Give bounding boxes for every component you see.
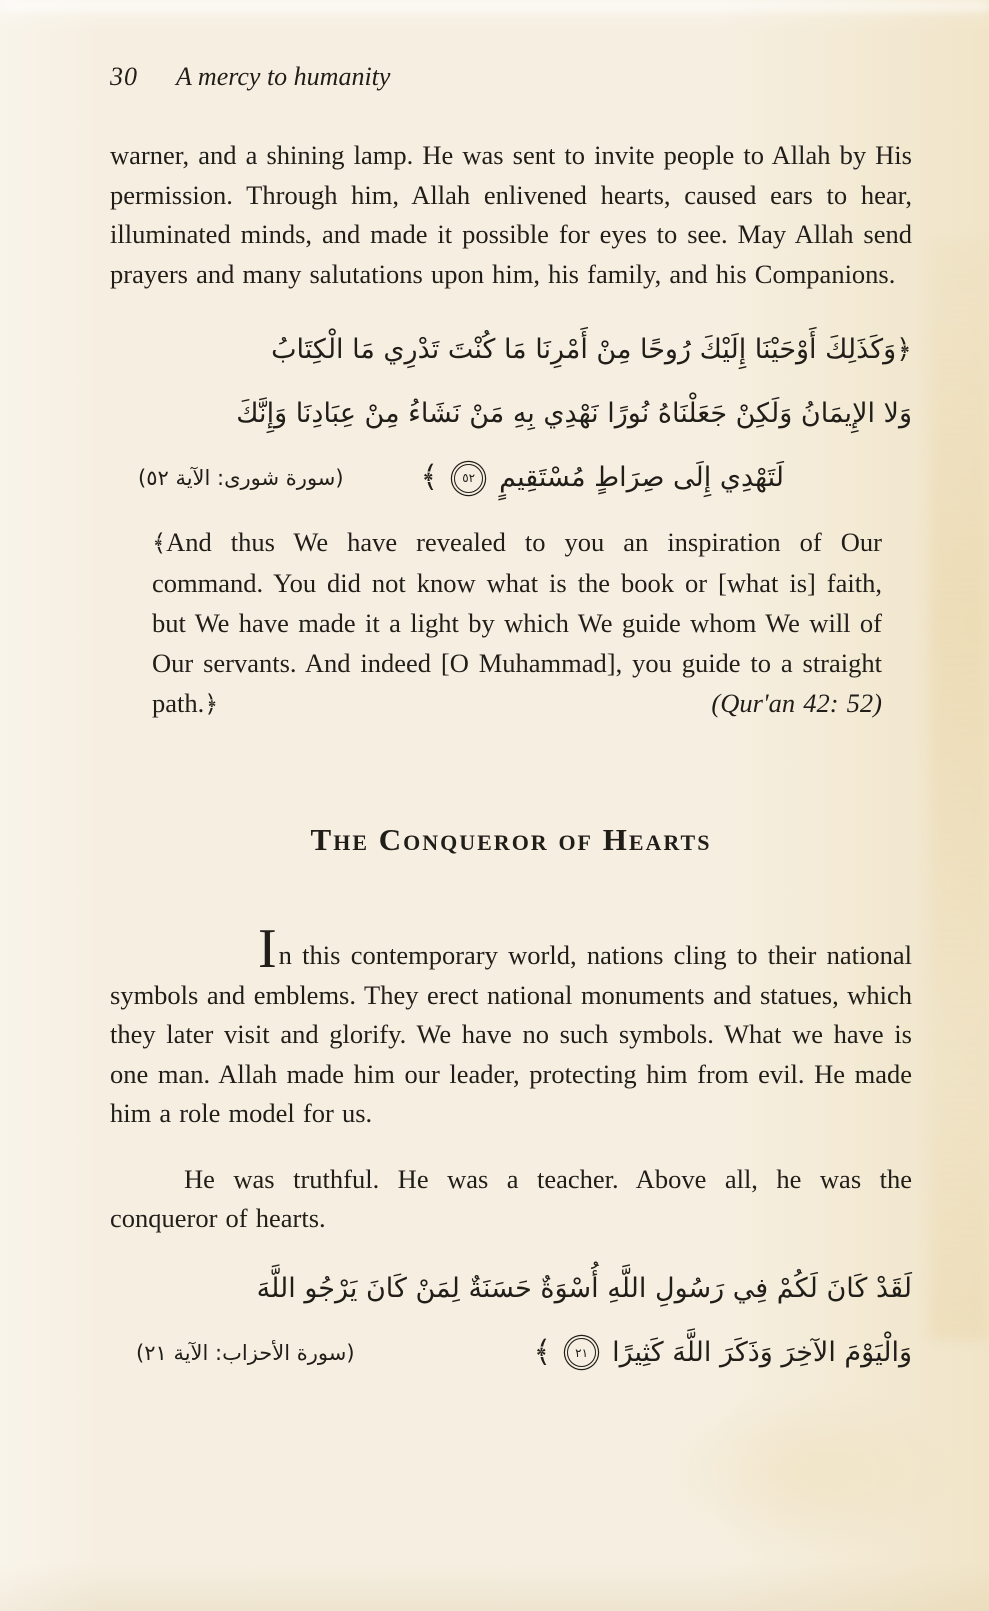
translation-close-mark-icon: ﴿ — [204, 690, 219, 718]
intro-paragraph: warner, and a shining lamp. He was sent to invite people to Allah by His permission. Through him, Allah enlivened hearts, caused ears to hear, illuminated minds, and made it possible for eyes to see. May Allah send prayers and many salutations upon him, his family, and his Companions. — [110, 140, 912, 289]
quran-closing-bracket-icon: ﴾ — [420, 460, 439, 495]
quran1-line-2: وَلا الإِيمَانُ وَلَكِنْ جَعَلْنَاهُ نُورًا نَهْدِي بِهِ مَنْ نَشَاءُ مِنْ عِبَادِنَا وَإِنَّكَ — [236, 398, 912, 429]
quran2-line-2-text-group — [534, 1321, 912, 1385]
ayah-end-marker: ٥٢ — [454, 464, 483, 493]
arabic-citation-1: (سورة شورى: الآية ٥٢) — [138, 466, 344, 490]
scan-streak-artifact — [929, 240, 989, 1340]
quran-closing-bracket-2-icon: ﴾ — [533, 1334, 552, 1370]
section-paragraph-1 — [110, 918, 912, 1134]
quran2-line-1: لَقَدْ كَانَ لَكُمْ فِي رَسُولِ اللَّهِ أُسْوَةٌ حَسَنَةٌ لِمَنْ كَانَ يَرْجُو اللَّهَ — [256, 1272, 912, 1304]
quran1-line-3-text-group — [421, 446, 784, 510]
quran2-line-2-text: وَالْيَوْمَ الآخِرَ وَذَكَرَ اللَّهَ كَثِيرًا — [612, 1336, 912, 1368]
running-title: A mercy to humanity — [176, 62, 391, 91]
quran-verse-2 — [110, 1257, 912, 1385]
translation-text: And thus We have revealed to you an inspiration of Our command. You did not know what is the book or [what is] faith, but We have made it a light by which We guide whom We will of Our servants. And indeed [O Muhammad], you guide to a straight path. — [152, 527, 882, 718]
ayah-end-marker-2: ٢١ — [567, 1338, 596, 1367]
drop-cap: I — [258, 918, 277, 980]
translation-paragraph — [152, 522, 882, 724]
section-paragraph-1-text: n this contemporary world, nations cling to their national symbols and emblems. They erect national monuments and statues, which they later visit and glorify. We have no such symbols. What we have is one man. Allah made him our leader, protecting him from evil. He made him a role model for us. — [110, 940, 912, 1128]
quran1-line-3 — [110, 446, 912, 510]
scan-edge-artifact — [0, 0, 989, 12]
translation-open-mark-icon: ﴾ — [152, 529, 167, 557]
quran1-line-1: ﴿وَكَذَلِكَ أَوْحَيْنَا إِلَيْكَ رُوحًا مِنْ أَمْرِنَا مَا كُنْتَ تَدْرِي مَا الْكِتَابُ — [271, 334, 912, 365]
translation-citation: (Qur'an 42: 52) — [711, 688, 882, 718]
quran1-line-3-text: لَتَهْدِي إِلَى صِرَاطٍ مُسْتَقِيمٍ — [499, 462, 784, 493]
quran2-line-2 — [110, 1321, 912, 1385]
page-number: 30 — [110, 62, 138, 91]
running-header — [110, 62, 912, 92]
section-paragraph-2: He was truthful. He was a teacher. Above all, he was the conqueror of hearts. — [110, 1163, 912, 1233]
arabic-citation-2: (سورة الأحزاب: الآية ٢١) — [136, 1340, 355, 1365]
quran-verse-1 — [110, 318, 912, 510]
section-heading: The Conqueror of Hearts — [310, 822, 712, 857]
scan-blotch-artifact — [659, 1391, 959, 1551]
